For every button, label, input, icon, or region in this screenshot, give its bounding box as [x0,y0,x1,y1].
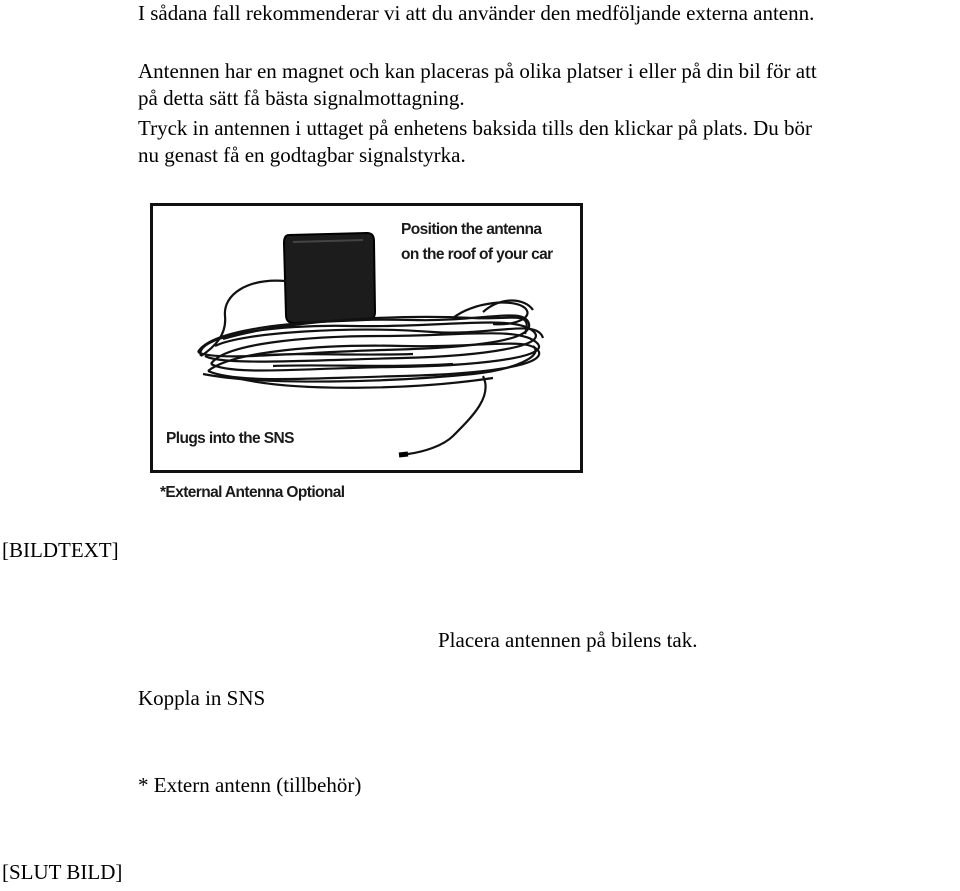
plug-icon [399,454,408,455]
optional-note: *External Antenna Optional [160,484,345,501]
intro-paragraph [138,0,814,27]
caption-plug: Koppla in SNS [138,686,266,710]
insert-line-2: nu genast få en godtagbar signalstyrka. [138,143,466,167]
magnet-paragraph [138,58,817,112]
insert-line-1: Tryck in antennen i uttaget på enhetens baksida tills den klickar på plats. Du bör [138,116,812,140]
position-label-line-2: on the roof of your car [401,246,553,263]
position-label [401,217,553,267]
intro-line: I sådana fall rekommenderar vi att du använder den medföljande externa antenn. [138,1,815,25]
plugs-label: Plugs into the SNS [166,430,294,447]
caption-optional: * Extern antenn (tillbehör) [138,773,362,797]
magnet-line-2: på detta sätt få bästa signalmottagning. [138,86,465,110]
caption-end-tag: [SLUT BILD] [2,860,123,884]
position-label-line-1: Position the antenna [401,221,542,238]
caption-roof: Placera antennen på bilens tak. [438,628,698,652]
antenna-magnet-icon [284,233,375,323]
antenna-figure [150,203,583,473]
caption-start-tag: [BILDTEXT] [2,538,119,562]
insert-paragraph [138,115,812,169]
magnet-line-1: Antennen har en magnet och kan placeras på olika platser i eller på din bil för att [138,59,817,83]
